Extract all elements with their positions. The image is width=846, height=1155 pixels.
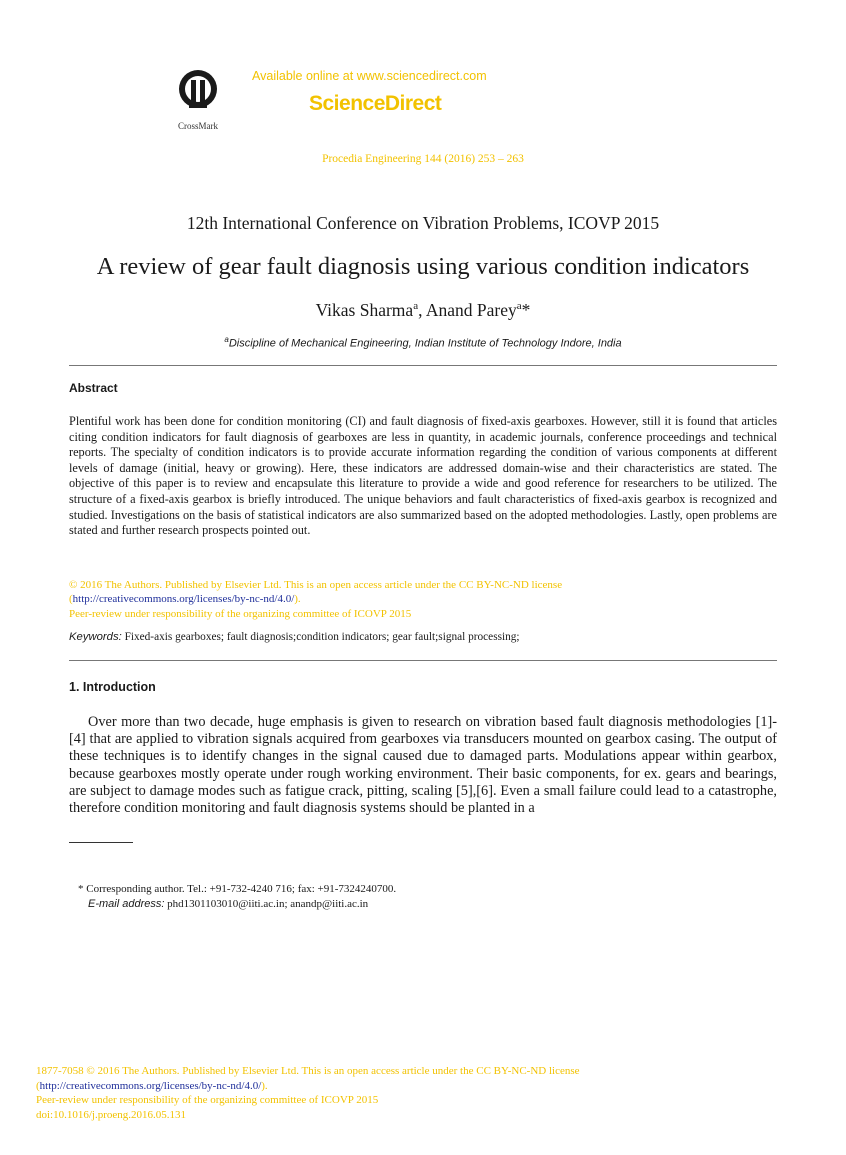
peer-review-line: Peer-review under responsibility of the organizing committee of ICOVP 2015 [36, 1094, 379, 1106]
footnote-rule [69, 842, 133, 843]
divider [69, 660, 777, 661]
crossmark-icon [176, 68, 220, 114]
author-affiliation-mark: a [516, 300, 522, 313]
email-line [78, 897, 396, 912]
author-name: Vikas Sharma [315, 300, 414, 320]
affiliation [0, 335, 846, 350]
divider [69, 365, 777, 366]
sciencedirect-logo[interactable]: ScienceDirect [309, 92, 442, 115]
affiliation-mark: a [224, 335, 229, 344]
peer-review-line: Peer-review under responsibility of the organizing committee of ICOVP 2015 [69, 607, 412, 620]
affiliation-text: Discipline of Mechanical Engineering, Indian Institute of Technology Indore, India [228, 337, 622, 350]
corresponding-mark: * [521, 300, 531, 320]
crossmark-badge[interactable] [168, 68, 228, 131]
email-label: E-mail address: [88, 897, 165, 910]
journal-reference: Procedia Engineering 144 (2016) 253 – 263 [322, 153, 524, 165]
section-heading: 1. Introduction [69, 680, 156, 694]
paren: ( [69, 593, 73, 606]
crossmark-label: CrossMark [178, 121, 218, 131]
license-link[interactable]: http://creativecommons.org/licenses/by-nc-nd/4.0/ [39, 1079, 262, 1092]
paren: ). [261, 1079, 268, 1092]
corresponding-author-note: * Corresponding author. Tel.: +91-732-4240 716; fax: +91-7324240700. [78, 883, 397, 895]
author-list [0, 300, 846, 321]
paren: ). [294, 593, 301, 606]
doi-link[interactable]: doi:10.1016/j.proeng.2016.05.131 [36, 1108, 187, 1121]
author-name: Anand Parey [425, 300, 517, 320]
author-separator: , [418, 300, 426, 320]
abstract-text: Plentiful work has been done for condition monitoring (CI) and fault diagnosis of fixed-axis gearboxes. However, still it is found that articles citing condition indicators for fault diagnosis of gearboxes are less in quantity, in academic journals, conference proceedings and technical reports. The specialty of condition indicators is to provide accurate information regarding the condition of various components at different levels of damage (initial, heavy or growing). Here, these indicators are addressed domain-wise and their characteristics are stated. The objective of this paper is to review and encapsulate this literature to provide a wide and good reference for researchers to be utilized. The structure of a fixed-axis gearbox is briefly introduced. The unique behaviors and fault characteristics of fixed-axis gearbox is recognized and studied. Investigations on the basis of statistical indicators are also summarized based on the adopted methodologies. Lastly, open problems are stated and further research prospects pointed out. [69, 414, 777, 538]
footnote [78, 882, 396, 911]
issn-line: 1877-7058 © 2016 The Authors. Published by Elsevier Ltd. This is an open access article under the CC BY-NC-ND license [36, 1065, 580, 1077]
email-addresses[interactable]: phd1301103010@iiti.ac.in; anandp@iiti.ac.in [164, 897, 369, 910]
keywords [69, 631, 520, 643]
abstract-heading: Abstract [69, 381, 118, 395]
conference-name: 12th International Conference on Vibration Problems, ICOVP 2015 [186, 213, 660, 233]
license-notice [69, 578, 777, 621]
license-link[interactable]: http://creativecommons.org/licenses/by-nc-nd/4.0/ [72, 593, 295, 606]
bottom-license-block [36, 1064, 580, 1122]
introduction-text: Over more than two decade, huge emphasis is given to research on vibration based fault diagnosis methodologies [1]-[4] that are applied to vibration signals acquired from gearboxes via transducers mounted on gearbox casing. The output of these techniques is to identify changes in the signal caused due to damaged parts. Modulations appear within gearbox, because gearboxes mostly operate under rough working environment. Their basic components, for ex. gears and bearings, are subject to damage modes such as fatigue crack, pitting, scaling [5],[6]. Even a small failure could lead to a catastrophe, therefore condition monitoring and fault diagnosis systems should be planted in a [69, 714, 777, 817]
paren: ( [36, 1079, 40, 1092]
license-url-line [69, 592, 777, 606]
keywords-label: Keywords: [69, 631, 122, 643]
paper-title: A review of gear fault diagnosis using various condition indicators [96, 253, 750, 280]
keywords-text: Fixed-axis gearboxes; fault diagnosis;condition indicators; gear fault;signal processing; [121, 631, 520, 643]
license-url-line [36, 1079, 580, 1094]
license-line: © 2016 The Authors. Published by Elsevier Ltd. This is an open access article under the CC BY-NC-ND license [69, 579, 563, 591]
author-affiliation-mark: a [413, 300, 419, 313]
available-online-link[interactable]: Available online at www.sciencedirect.com [252, 69, 487, 83]
